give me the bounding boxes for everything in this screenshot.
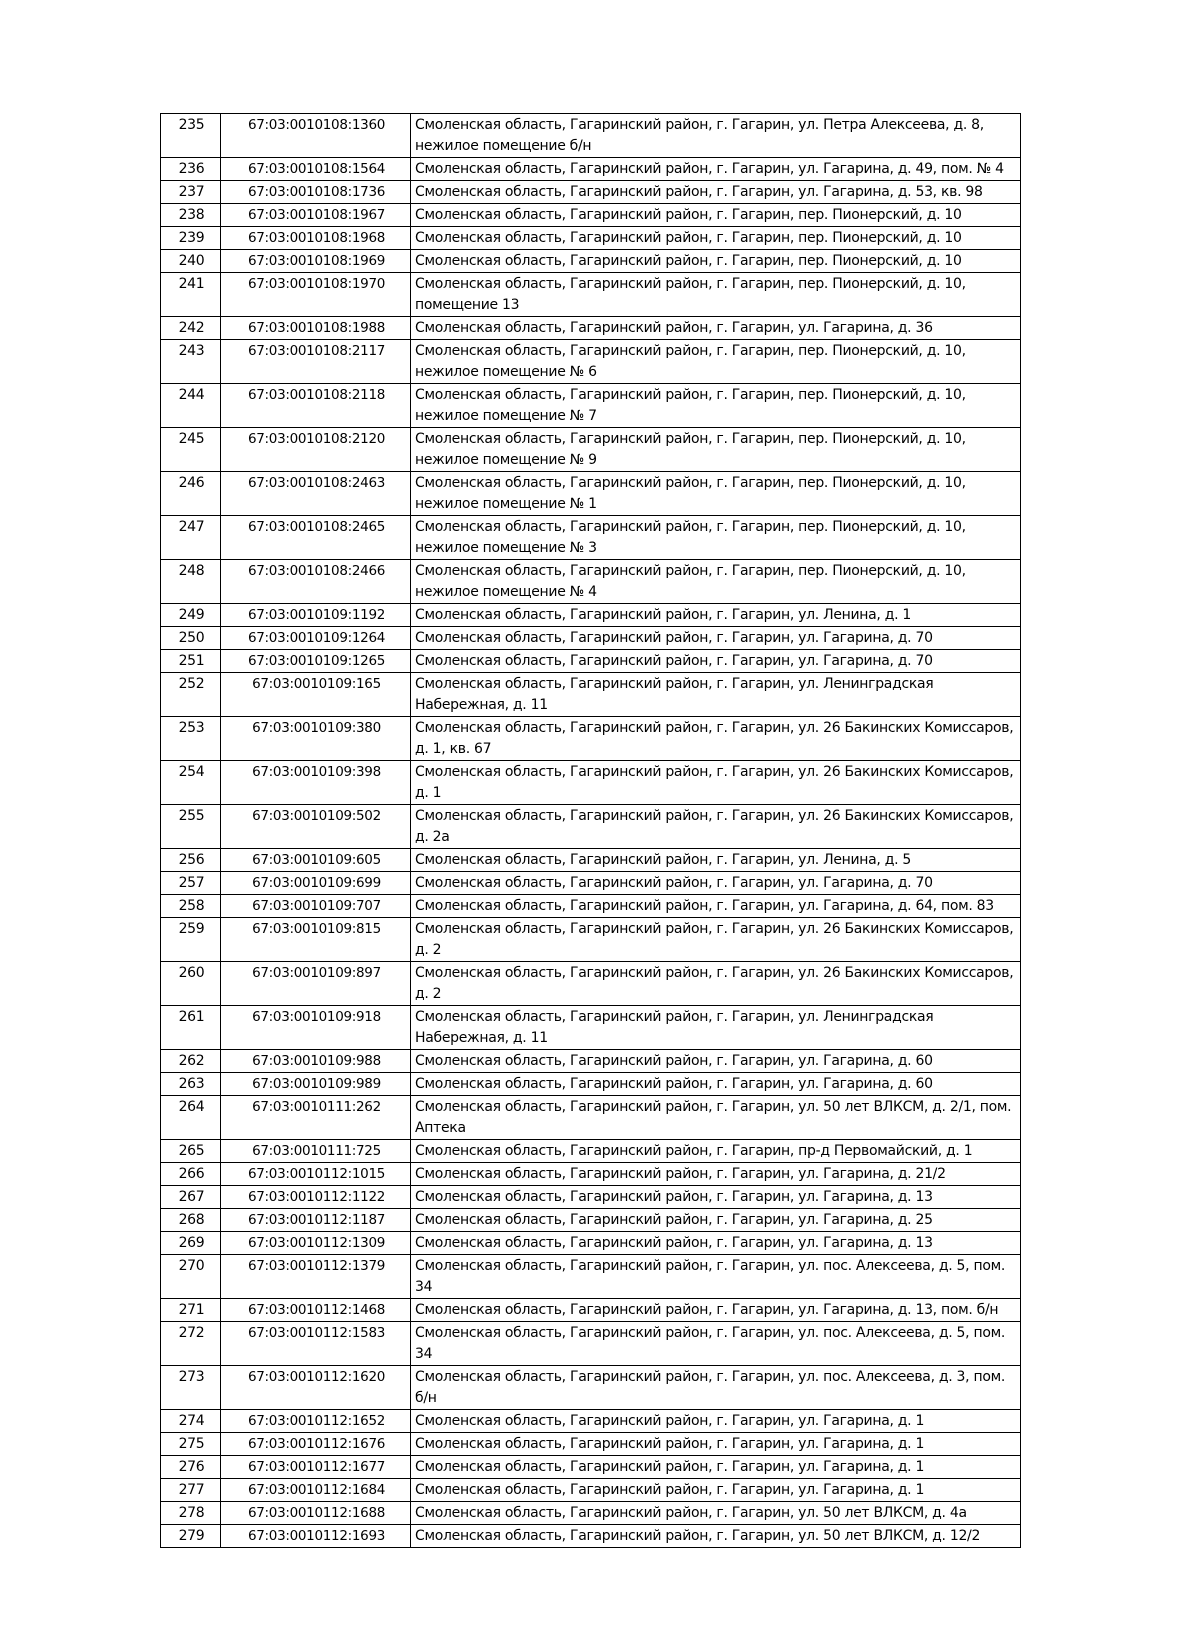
row-number: 265 bbox=[161, 1140, 221, 1163]
address: Смоленская область, Гагаринский район, г. Гагарин, пер. Пионерский, д. 10 bbox=[411, 204, 1021, 227]
row-number: 243 bbox=[161, 340, 221, 384]
cadastral-number: 67:03:0010108:2463 bbox=[221, 472, 411, 516]
table-row bbox=[161, 650, 1021, 673]
row-number: 251 bbox=[161, 650, 221, 673]
cadastral-number: 67:03:0010108:2465 bbox=[221, 516, 411, 560]
row-number: 257 bbox=[161, 872, 221, 895]
row-number: 264 bbox=[161, 1096, 221, 1140]
cadastral-number: 67:03:0010112:1677 bbox=[221, 1456, 411, 1479]
cadastral-number: 67:03:0010112:1684 bbox=[221, 1479, 411, 1502]
address: Смоленская область, Гагаринский район, г. Гагарин, ул. 26 Бакинских Комиссаров, д. 2а bbox=[411, 805, 1021, 849]
address: Смоленская область, Гагаринский район, г. Гагарин, ул. Гагарина, д. 53, кв. 98 bbox=[411, 181, 1021, 204]
cadastral-number: 67:03:0010109:897 bbox=[221, 962, 411, 1006]
row-number: 276 bbox=[161, 1456, 221, 1479]
table-row bbox=[161, 1366, 1021, 1410]
address: Смоленская область, Гагаринский район, г. Гагарин, ул. Гагарина, д. 25 bbox=[411, 1209, 1021, 1232]
address: Смоленская область, Гагаринский район, г. Гагарин, пер. Пионерский, д. 10, нежилое помещение № 6 bbox=[411, 340, 1021, 384]
row-number: 248 bbox=[161, 560, 221, 604]
table-row bbox=[161, 317, 1021, 340]
table-row bbox=[161, 918, 1021, 962]
address: Смоленская область, Гагаринский район, г. Гагарин, ул. Ленина, д. 5 bbox=[411, 849, 1021, 872]
table-row bbox=[161, 384, 1021, 428]
address: Смоленская область, Гагаринский район, г. Гагарин, пер. Пионерский, д. 10 bbox=[411, 250, 1021, 273]
property-table bbox=[160, 113, 1021, 1548]
row-number: 274 bbox=[161, 1410, 221, 1433]
table-row bbox=[161, 428, 1021, 472]
row-number: 239 bbox=[161, 227, 221, 250]
row-number: 278 bbox=[161, 1502, 221, 1525]
row-number: 272 bbox=[161, 1322, 221, 1366]
cadastral-number: 67:03:0010112:1652 bbox=[221, 1410, 411, 1433]
cadastral-number: 67:03:0010112:1583 bbox=[221, 1322, 411, 1366]
row-number: 245 bbox=[161, 428, 221, 472]
cadastral-number: 67:03:0010108:1969 bbox=[221, 250, 411, 273]
cadastral-number: 67:03:0010108:1970 bbox=[221, 273, 411, 317]
address: Смоленская область, Гагаринский район, г. Гагарин, ул. Гагарина, д. 60 bbox=[411, 1073, 1021, 1096]
row-number: 253 bbox=[161, 717, 221, 761]
table-row bbox=[161, 1096, 1021, 1140]
table-row bbox=[161, 1479, 1021, 1502]
address: Смоленская область, Гагаринский район, г. Гагарин, ул. Гагарина, д. 70 bbox=[411, 872, 1021, 895]
address: Смоленская область, Гагаринский район, г. Гагарин, ул. Гагарина, д. 1 bbox=[411, 1410, 1021, 1433]
table-row bbox=[161, 1163, 1021, 1186]
table-body bbox=[161, 114, 1021, 1548]
cadastral-number: 67:03:0010109:605 bbox=[221, 849, 411, 872]
cadastral-number: 67:03:0010109:1264 bbox=[221, 627, 411, 650]
cadastral-number: 67:03:0010109:918 bbox=[221, 1006, 411, 1050]
address: Смоленская область, Гагаринский район, г. Гагарин, ул. Гагарина, д. 49, пом. № 4 bbox=[411, 158, 1021, 181]
address: Смоленская область, Гагаринский район, г. Гагарин, ул. Гагарина, д. 13 bbox=[411, 1232, 1021, 1255]
row-number: 263 bbox=[161, 1073, 221, 1096]
row-number: 236 bbox=[161, 158, 221, 181]
address: Смоленская область, Гагаринский район, г. Гагарин, пер. Пионерский, д. 10, нежилое помещение № 9 bbox=[411, 428, 1021, 472]
cadastral-number: 67:03:0010109:380 bbox=[221, 717, 411, 761]
row-number: 255 bbox=[161, 805, 221, 849]
address: Смоленская область, Гагаринский район, г. Гагарин, ул. 26 Бакинских Комиссаров, д. 2 bbox=[411, 962, 1021, 1006]
row-number: 246 bbox=[161, 472, 221, 516]
table-row bbox=[161, 1433, 1021, 1456]
table-row bbox=[161, 1050, 1021, 1073]
row-number: 238 bbox=[161, 204, 221, 227]
cadastral-number: 67:03:0010109:699 bbox=[221, 872, 411, 895]
table-row bbox=[161, 1140, 1021, 1163]
table-row bbox=[161, 1073, 1021, 1096]
table-row bbox=[161, 273, 1021, 317]
row-number: 262 bbox=[161, 1050, 221, 1073]
address: Смоленская область, Гагаринский район, г. Гагарин, ул. 50 лет ВЛКСМ, д. 12/2 bbox=[411, 1525, 1021, 1548]
table-row bbox=[161, 1456, 1021, 1479]
table-row bbox=[161, 895, 1021, 918]
cadastral-number: 67:03:0010108:1968 bbox=[221, 227, 411, 250]
address: Смоленская область, Гагаринский район, г. Гагарин, ул. Гагарина, д. 64, пом. 83 bbox=[411, 895, 1021, 918]
table-row bbox=[161, 560, 1021, 604]
table-row bbox=[161, 1299, 1021, 1322]
table-row bbox=[161, 604, 1021, 627]
address: Смоленская область, Гагаринский район, г. Гагарин, ул. Гагарина, д. 1 bbox=[411, 1433, 1021, 1456]
address: Смоленская область, Гагаринский район, г. Гагарин, пер. Пионерский, д. 10, нежилое помещение № 3 bbox=[411, 516, 1021, 560]
cadastral-number: 67:03:0010109:165 bbox=[221, 673, 411, 717]
cadastral-number: 67:03:0010109:989 bbox=[221, 1073, 411, 1096]
cadastral-number: 67:03:0010108:1736 bbox=[221, 181, 411, 204]
cadastral-number: 67:03:0010112:1688 bbox=[221, 1502, 411, 1525]
table-row bbox=[161, 472, 1021, 516]
cadastral-number: 67:03:0010108:2120 bbox=[221, 428, 411, 472]
table-row bbox=[161, 1322, 1021, 1366]
row-number: 240 bbox=[161, 250, 221, 273]
row-number: 242 bbox=[161, 317, 221, 340]
cadastral-number: 67:03:0010112:1122 bbox=[221, 1186, 411, 1209]
cadastral-number: 67:03:0010108:2118 bbox=[221, 384, 411, 428]
row-number: 241 bbox=[161, 273, 221, 317]
address: Смоленская область, Гагаринский район, г. Гагарин, ул. 50 лет ВЛКСМ, д. 4а bbox=[411, 1502, 1021, 1525]
row-number: 254 bbox=[161, 761, 221, 805]
cadastral-number: 67:03:0010109:815 bbox=[221, 918, 411, 962]
table-row bbox=[161, 1209, 1021, 1232]
cadastral-number: 67:03:0010108:1564 bbox=[221, 158, 411, 181]
cadastral-number: 67:03:0010112:1693 bbox=[221, 1525, 411, 1548]
cadastral-number: 67:03:0010108:1988 bbox=[221, 317, 411, 340]
cadastral-number: 67:03:0010109:1265 bbox=[221, 650, 411, 673]
row-number: 275 bbox=[161, 1433, 221, 1456]
row-number: 277 bbox=[161, 1479, 221, 1502]
address: Смоленская область, Гагаринский район, г. Гагарин, пр-д Первомайский, д. 1 bbox=[411, 1140, 1021, 1163]
address: Смоленская область, Гагаринский район, г. Гагарин, ул. 26 Бакинских Комиссаров, д. 1 bbox=[411, 761, 1021, 805]
address: Смоленская область, Гагаринский район, г. Гагарин, ул. 26 Бакинских Комиссаров, д. 2 bbox=[411, 918, 1021, 962]
row-number: 249 bbox=[161, 604, 221, 627]
address: Смоленская область, Гагаринский район, г. Гагарин, ул. Гагарина, д. 70 bbox=[411, 650, 1021, 673]
row-number: 256 bbox=[161, 849, 221, 872]
table-row bbox=[161, 250, 1021, 273]
address: Смоленская область, Гагаринский район, г. Гагарин, пер. Пионерский, д. 10, помещение 13 bbox=[411, 273, 1021, 317]
table-row bbox=[161, 158, 1021, 181]
row-number: 244 bbox=[161, 384, 221, 428]
cadastral-number: 67:03:0010111:725 bbox=[221, 1140, 411, 1163]
row-number: 268 bbox=[161, 1209, 221, 1232]
address: Смоленская область, Гагаринский район, г. Гагарин, ул. Ленинградская Набережная, д. 11 bbox=[411, 673, 1021, 717]
cadastral-number: 67:03:0010108:1360 bbox=[221, 114, 411, 158]
address: Смоленская область, Гагаринский район, г. Гагарин, ул. Гагарина, д. 70 bbox=[411, 627, 1021, 650]
table-row bbox=[161, 962, 1021, 1006]
table-row bbox=[161, 340, 1021, 384]
cadastral-number: 67:03:0010109:988 bbox=[221, 1050, 411, 1073]
cadastral-number: 67:03:0010112:1187 bbox=[221, 1209, 411, 1232]
cadastral-number: 67:03:0010108:1967 bbox=[221, 204, 411, 227]
table-row bbox=[161, 627, 1021, 650]
cadastral-number: 67:03:0010112:1620 bbox=[221, 1366, 411, 1410]
row-number: 271 bbox=[161, 1299, 221, 1322]
address: Смоленская область, Гагаринский район, г. Гагарин, ул. Гагарина, д. 13, пом. б/н bbox=[411, 1299, 1021, 1322]
row-number: 259 bbox=[161, 918, 221, 962]
row-number: 270 bbox=[161, 1255, 221, 1299]
address: Смоленская область, Гагаринский район, г. Гагарин, пер. Пионерский, д. 10 bbox=[411, 227, 1021, 250]
address: Смоленская область, Гагаринский район, г. Гагарин, ул. Гагарина, д. 21/2 bbox=[411, 1163, 1021, 1186]
row-number: 273 bbox=[161, 1366, 221, 1410]
cadastral-number: 67:03:0010112:1468 bbox=[221, 1299, 411, 1322]
table-row bbox=[161, 717, 1021, 761]
cadastral-number: 67:03:0010111:262 bbox=[221, 1096, 411, 1140]
row-number: 235 bbox=[161, 114, 221, 158]
table-row bbox=[161, 761, 1021, 805]
row-number: 237 bbox=[161, 181, 221, 204]
address: Смоленская область, Гагаринский район, г. Гагарин, ул. Ленина, д. 1 bbox=[411, 604, 1021, 627]
address: Смоленская область, Гагаринский район, г. Гагарин, ул. Ленинградская Набережная, д. 11 bbox=[411, 1006, 1021, 1050]
cadastral-number: 67:03:0010112:1676 bbox=[221, 1433, 411, 1456]
table-row bbox=[161, 1006, 1021, 1050]
row-number: 250 bbox=[161, 627, 221, 650]
address: Смоленская область, Гагаринский район, г. Гагарин, ул. пос. Алексеева, д. 3, пом. б/н bbox=[411, 1366, 1021, 1410]
cadastral-number: 67:03:0010109:502 bbox=[221, 805, 411, 849]
address: Смоленская область, Гагаринский район, г. Гагарин, ул. Петра Алексеева, д. 8, нежилое помещение б/н bbox=[411, 114, 1021, 158]
address: Смоленская область, Гагаринский район, г. Гагарин, ул. Гагарина, д. 13 bbox=[411, 1186, 1021, 1209]
address: Смоленская область, Гагаринский район, г. Гагарин, ул. пос. Алексеева, д. 5, пом. 34 bbox=[411, 1322, 1021, 1366]
address: Смоленская область, Гагаринский район, г. Гагарин, ул. Гагарина, д. 36 bbox=[411, 317, 1021, 340]
address: Смоленская область, Гагаринский район, г. Гагарин, ул. 26 Бакинских Комиссаров, д. 1, кв. 67 bbox=[411, 717, 1021, 761]
table-row bbox=[161, 673, 1021, 717]
cadastral-number: 67:03:0010112:1015 bbox=[221, 1163, 411, 1186]
table-row bbox=[161, 849, 1021, 872]
table-row bbox=[161, 1410, 1021, 1433]
cadastral-number: 67:03:0010109:707 bbox=[221, 895, 411, 918]
cadastral-number: 67:03:0010108:2466 bbox=[221, 560, 411, 604]
address: Смоленская область, Гагаринский район, г. Гагарин, ул. Гагарина, д. 1 bbox=[411, 1479, 1021, 1502]
address: Смоленская область, Гагаринский район, г. Гагарин, пер. Пионерский, д. 10, нежилое помещение № 1 bbox=[411, 472, 1021, 516]
row-number: 269 bbox=[161, 1232, 221, 1255]
table-row bbox=[161, 204, 1021, 227]
table-row bbox=[161, 1232, 1021, 1255]
address: Смоленская область, Гагаринский район, г. Гагарин, пер. Пионерский, д. 10, нежилое помещение № 7 bbox=[411, 384, 1021, 428]
row-number: 266 bbox=[161, 1163, 221, 1186]
table-row bbox=[161, 872, 1021, 895]
table-row bbox=[161, 805, 1021, 849]
row-number: 261 bbox=[161, 1006, 221, 1050]
row-number: 252 bbox=[161, 673, 221, 717]
table-row bbox=[161, 1525, 1021, 1548]
cadastral-number: 67:03:0010109:1192 bbox=[221, 604, 411, 627]
address: Смоленская область, Гагаринский район, г. Гагарин, ул. 50 лет ВЛКСМ, д. 2/1, пом. Аптека bbox=[411, 1096, 1021, 1140]
row-number: 258 bbox=[161, 895, 221, 918]
table-row bbox=[161, 1502, 1021, 1525]
row-number: 279 bbox=[161, 1525, 221, 1548]
cadastral-number: 67:03:0010112:1309 bbox=[221, 1232, 411, 1255]
table-row bbox=[161, 516, 1021, 560]
address: Смоленская область, Гагаринский район, г. Гагарин, ул. Гагарина, д. 1 bbox=[411, 1456, 1021, 1479]
row-number: 267 bbox=[161, 1186, 221, 1209]
table-row bbox=[161, 181, 1021, 204]
table-row bbox=[161, 227, 1021, 250]
row-number: 247 bbox=[161, 516, 221, 560]
cadastral-number: 67:03:0010108:2117 bbox=[221, 340, 411, 384]
row-number: 260 bbox=[161, 962, 221, 1006]
table-row bbox=[161, 1186, 1021, 1209]
address: Смоленская область, Гагаринский район, г. Гагарин, ул. Гагарина, д. 60 bbox=[411, 1050, 1021, 1073]
cadastral-number: 67:03:0010112:1379 bbox=[221, 1255, 411, 1299]
address: Смоленская область, Гагаринский район, г. Гагарин, ул. пос. Алексеева, д. 5, пом. 34 bbox=[411, 1255, 1021, 1299]
cadastral-number: 67:03:0010109:398 bbox=[221, 761, 411, 805]
table-row bbox=[161, 1255, 1021, 1299]
table-row bbox=[161, 114, 1021, 158]
address: Смоленская область, Гагаринский район, г. Гагарин, пер. Пионерский, д. 10, нежилое помещение № 4 bbox=[411, 560, 1021, 604]
